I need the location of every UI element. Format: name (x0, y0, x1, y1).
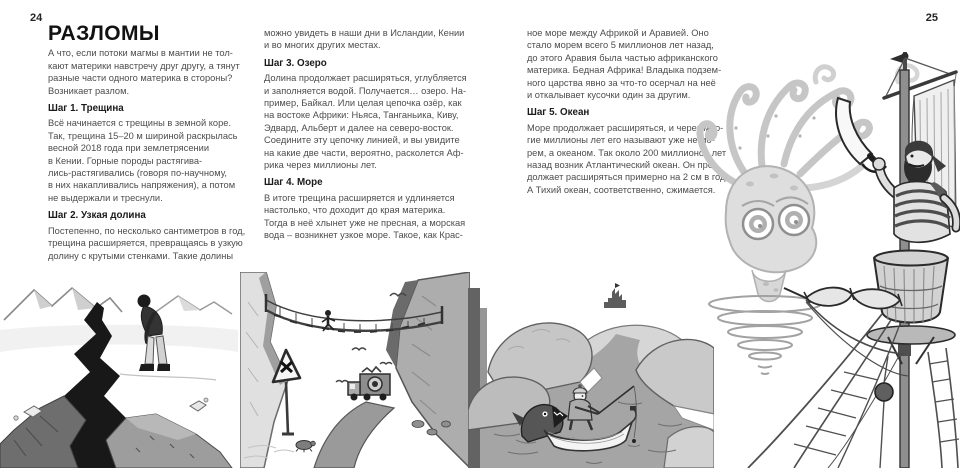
body-paragraph: Море продолжает расширяться, и через мно- гие миллионы лет его называют уже не мо- рем, а океаном. Так около 200 миллионов лет назад возник Атлантический океан. Он про- должает расширяться примерно на 2 см в год. А Тихий океан, соответственно, сжимается. (527, 122, 728, 195)
step-heading: Шаг 1. Трещина (48, 103, 124, 115)
body-paragraph: ное море между Африкой и Аравией. Оно стало морем всего 5 миллионов лет назад, до этого Аравия была частью африканского материка. Бедная Африка! Владыка подзем- ного царства явно за что-то осерчал на неё и откалывает кусочки один за другим. (527, 28, 722, 101)
step-heading: Шаг 4. Море (264, 177, 323, 189)
kraken-eye-right (779, 205, 809, 235)
mountains (4, 288, 232, 320)
step-heading: Шаг 3. Озеро (264, 57, 327, 69)
page-number-right: 25 (925, 12, 938, 24)
illustration-sea (468, 274, 714, 468)
body-paragraph: можно увидеть в наши дни в Исландии, Кении и во многих других местах. (264, 28, 465, 51)
body-paragraph: Постепенно, по несколько сантиметров в год, трещина расширяется, превращаясь в узкую долину с крутыми стенками. Такие долины (48, 225, 246, 261)
text-column-1 (48, 22, 256, 265)
pulley-block (875, 383, 893, 401)
illustration-crack (0, 268, 238, 468)
turtle (296, 441, 315, 453)
truck (348, 367, 390, 401)
crack-wall-left (0, 396, 86, 468)
body-paragraph: А что, если потоки магмы в мантии не тол- кают материки навстречу друг другу, а тянут разные части одного материка в стороны? Возникает разлом. (48, 48, 240, 96)
illustration-kraken (688, 52, 960, 468)
step-heading: Шаг 5. Океан (527, 107, 590, 119)
illustration-canyon (240, 272, 470, 468)
page-number-left: 24 (30, 12, 43, 24)
kraken-head (726, 166, 817, 301)
road (314, 402, 394, 468)
body-paragraph: Всё начинается с трещины в земной коре. Так, трещина 15–20 м шириной раскрылась весной 2018 года при землетрясении в Кении. Горные породы растягива- лись-растягивались (говоря по-научному, в них накапливались напряжения), а потом не выдержали и треснули. (48, 118, 238, 203)
water-ripples (709, 296, 821, 374)
body-paragraph: В итоге трещина расширяется и удлиняется настолько, что доходит до края материка. Тогда в неё хлынет уже не пресная, а морская вода – возникнет узкое море. Такое, как Крас- (264, 192, 466, 241)
castle (604, 288, 626, 308)
text-column-2 (264, 27, 470, 245)
kraken-eye-left (743, 209, 773, 239)
body-paragraph: Долина продолжает расширяться, углубляется и заполняется водой. Получается… озеро. На- пример, Байкал. Или целая цепочка озёр, как на востоке Африки: Ньяса, Танганьика, Киву, Эдвард, Альберт и далее на северо-восток. Соедините эту цепочку линией, и вы увидите на какие две части, вероятно, расколется Аф- рика через миллионы лет. (264, 73, 467, 171)
step-heading: Шаг 2. Узкая долина (48, 210, 146, 222)
article-title: РАЗЛОМЫ (48, 22, 160, 45)
